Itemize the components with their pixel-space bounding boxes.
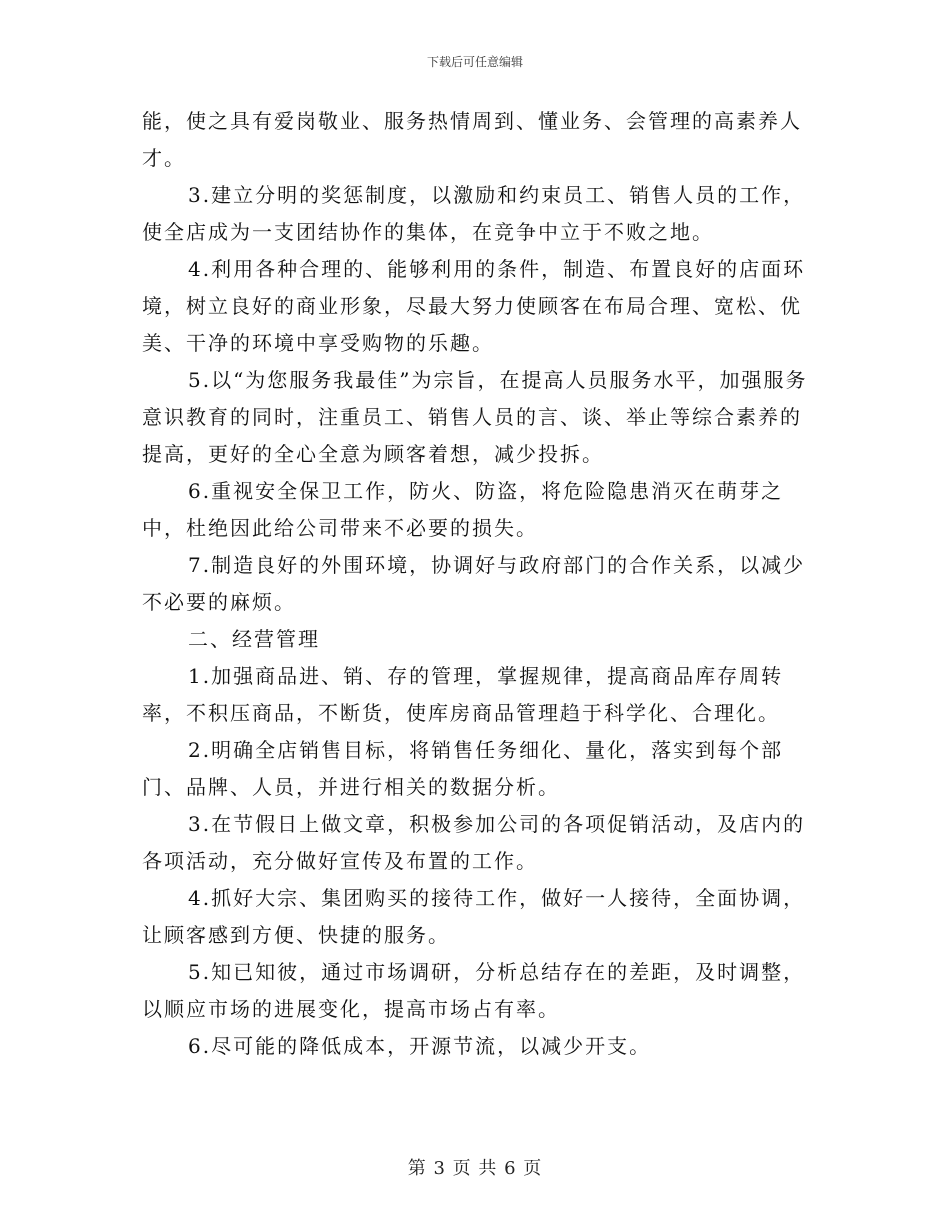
paragraph: 能，使之具有爱岗敬业、服务热情周到、懂业务、会管理的高素养人才。 bbox=[142, 109, 802, 170]
page-footer: 第 3 页 共 6 页 bbox=[407, 1158, 543, 1179]
paragraph: 5.以“为您服务我最佳”为宗旨，在提高人员服务水平，加强服务意识教育的同时，注重员工、销售人员的言、谈、举止等综合素养的提高，更好的全心全意为顾客着想，减少投拆。 bbox=[142, 368, 808, 466]
paragraph: 2.明确全店销售目标，将销售任务细化、量化，落实到每个部门、品牌、人员，并进行相关的数据分析。 bbox=[142, 738, 784, 799]
paragraph: 5.知已知彼，通过市场调研，分析总结存在的差距，及时调整，以顺应市场的进展变化，提高市场占有率。 bbox=[142, 960, 806, 1021]
paragraph: 4.利用各种合理的、能够利用的条件，制造、布置良好的店面环境，树立良好的商业形象，尽最大努力使顾客在布局合理、宽松、优美、干净的环境中享受购物的乐趣。 bbox=[142, 257, 806, 355]
paragraph: 6.尽可能的降低成本，开源节流，以减少开支。 bbox=[188, 1034, 652, 1058]
page-header: 下载后可任意编辑 bbox=[426, 55, 523, 69]
paragraph: 7.制造良好的外围环境，协调好与政府部门的合作关系，以减少不必要的麻烦。 bbox=[142, 553, 806, 614]
paragraph: 4.抓好大宗、集团购买的接待工作，做好一人接待，全面协调，让顾客感到方便、快捷的服务。 bbox=[142, 886, 806, 947]
paragraph: 3.建立分明的奖惩制度，以激励和约束员工、销售人员的工作，使全店成为一支团结协作的集体，在竞争中立于不败之地。 bbox=[142, 183, 806, 244]
paragraph: 6.重视安全保卫工作，防火、防盗，将危险隐患消灭在萌芽之中，杜绝因此给公司带来不必要的损失。 bbox=[142, 479, 784, 540]
section-heading: 二、经营管理 bbox=[188, 627, 320, 651]
document-body bbox=[142, 103, 822, 1065]
paragraph: 1.加强商品进、销、存的管理，掌握规律，提高商品库存周转率，不积压商品，不断货，使库房商品管理趋于科学化、合理化。 bbox=[142, 664, 784, 725]
paragraph: 3.在节假日上做文章，积极参加公司的各项促销活动，及店内的各项活动，充分做好宣传及布置的工作。 bbox=[142, 812, 806, 873]
